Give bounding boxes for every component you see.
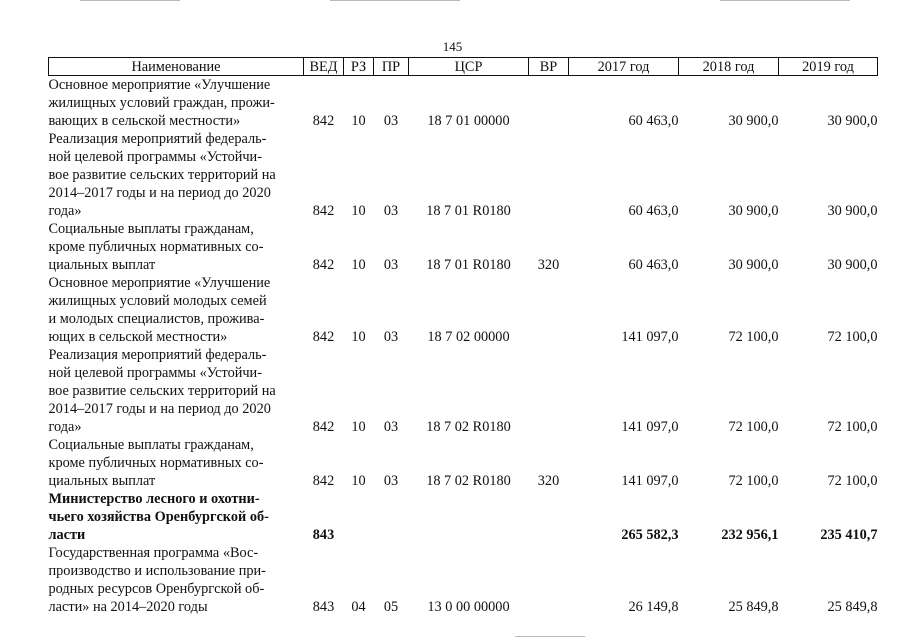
row-name: Социальные выплаты гражданам, кроме публичных нормативных со- циальных выплат xyxy=(48,437,264,489)
row-name: Реализация мероприятий федераль- ной целевой программы «Устойчи- вое развитие сельских территорий на 2014–2017 годы и на период до 2020 года» xyxy=(48,347,276,435)
row-pr: 03 xyxy=(383,473,399,489)
row-2019: 72 100,0 xyxy=(827,419,878,435)
row-2017: 141 097,0 xyxy=(621,419,679,435)
row-vr xyxy=(529,130,569,220)
row-2017: 265 582,3 xyxy=(621,527,679,543)
row-name: Государственная программа «Вос- производство и использование при- родных ресурсов Оренбургской об- ласти» на 2014–2020 годы xyxy=(48,545,266,615)
table-row xyxy=(49,130,878,220)
row-2017: 60 463,0 xyxy=(628,257,679,273)
row-2019: 30 900,0 xyxy=(827,203,878,219)
row-pr: 03 xyxy=(383,419,399,435)
row-2019: 72 100,0 xyxy=(827,473,878,489)
row-2018: 72 100,0 xyxy=(728,473,779,489)
row-rz: 10 xyxy=(351,419,366,435)
row-vr: 320 xyxy=(537,473,560,489)
table-row xyxy=(49,544,878,616)
row-csr: 18 7 02 00000 xyxy=(427,329,510,345)
row-rz: 10 xyxy=(351,257,366,273)
row-pr xyxy=(374,490,409,544)
table-row xyxy=(49,346,878,436)
row-ved: 843 xyxy=(312,527,335,543)
row-vr xyxy=(529,544,569,616)
row-2018: 25 849,8 xyxy=(728,599,779,615)
header-2019: 2019 год xyxy=(779,58,878,76)
row-vr xyxy=(529,76,569,131)
row-2017: 141 097,0 xyxy=(621,329,679,345)
table-header xyxy=(49,58,878,76)
row-vr: 320 xyxy=(537,257,560,273)
table-row xyxy=(49,436,878,490)
header-2018: 2018 год xyxy=(679,58,779,76)
row-2017: 60 463,0 xyxy=(628,113,679,129)
row-2019: 235 410,7 xyxy=(820,527,878,543)
row-rz: 10 xyxy=(351,203,366,219)
row-2017: 26 149,8 xyxy=(628,599,679,615)
row-pr: 03 xyxy=(383,329,399,345)
row-2017: 60 463,0 xyxy=(628,203,679,219)
scan-artifact-line xyxy=(515,636,585,637)
header-vr: ВР xyxy=(529,58,569,76)
row-csr: 18 7 01 R0180 xyxy=(426,257,511,273)
header-name: Наименование xyxy=(49,58,304,76)
header-ved: ВЕД xyxy=(304,58,344,76)
row-name: Социальные выплаты гражданам, кроме публичных нормативных со- циальных выплат xyxy=(48,221,264,273)
scan-artifact-line xyxy=(80,0,180,1)
row-ved: 842 xyxy=(312,473,335,489)
row-rz: 10 xyxy=(351,113,366,129)
row-2019: 25 849,8 xyxy=(827,599,878,615)
row-pr: 03 xyxy=(383,257,399,273)
row-vr xyxy=(529,274,569,346)
row-ved: 842 xyxy=(312,113,335,129)
row-vr xyxy=(529,346,569,436)
row-rz xyxy=(344,490,374,544)
row-ved: 843 xyxy=(312,599,335,615)
table-row xyxy=(49,274,878,346)
row-csr: 18 7 01 R0180 xyxy=(426,203,511,219)
row-2018: 30 900,0 xyxy=(728,113,779,129)
row-name: Министерство лесного и охотни- чьего хозяйства Оренбургской об- ласти xyxy=(48,491,269,543)
row-pr: 03 xyxy=(383,113,399,129)
page-number: 145 xyxy=(442,39,463,54)
row-2019: 30 900,0 xyxy=(827,113,878,129)
row-vr xyxy=(529,490,569,544)
row-2019: 72 100,0 xyxy=(827,329,878,345)
row-csr xyxy=(409,490,529,544)
table-row-ministry xyxy=(49,490,878,544)
row-csr: 18 7 01 00000 xyxy=(427,113,510,129)
row-rz: 10 xyxy=(351,473,366,489)
row-2018: 72 100,0 xyxy=(728,329,779,345)
row-2019: 30 900,0 xyxy=(827,257,878,273)
header-rz: РЗ xyxy=(344,58,374,76)
row-pr: 03 xyxy=(383,203,399,219)
scan-artifact-line xyxy=(330,0,460,1)
row-csr: 18 7 02 R0180 xyxy=(426,419,511,435)
row-csr: 13 0 00 00000 xyxy=(427,599,510,615)
row-pr: 05 xyxy=(383,599,399,615)
row-name: Основное мероприятие «Улучшение жилищных условий граждан, прожи- вающих в сельской местности» xyxy=(48,77,275,129)
table-row xyxy=(49,220,878,274)
row-name: Реализация мероприятий федераль- ной целевой программы «Устойчи- вое развитие сельских территорий на 2014–2017 годы и на период до 2020 года» xyxy=(48,131,276,219)
scan-artifact-line xyxy=(720,0,850,1)
row-csr: 18 7 02 R0180 xyxy=(426,473,511,489)
row-2018: 232 956,1 xyxy=(721,527,779,543)
row-ved: 842 xyxy=(312,329,335,345)
row-rz: 04 xyxy=(351,599,366,615)
budget-table xyxy=(48,57,878,616)
row-name: Основное мероприятие «Улучшение жилищных условий молодых семей и молодых специалистов, прожива- ющих в сельской местности» xyxy=(48,275,271,345)
header-2017: 2017 год xyxy=(569,58,679,76)
header-csr: ЦСР xyxy=(409,58,529,76)
table-row xyxy=(49,76,878,131)
row-2018: 30 900,0 xyxy=(728,203,779,219)
row-2018: 30 900,0 xyxy=(728,257,779,273)
row-ved: 842 xyxy=(312,419,335,435)
row-rz: 10 xyxy=(351,329,366,345)
row-2018: 72 100,0 xyxy=(728,419,779,435)
row-2017: 141 097,0 xyxy=(621,473,679,489)
row-ved: 842 xyxy=(312,203,335,219)
header-pr: ПР xyxy=(374,58,409,76)
row-ved: 842 xyxy=(312,257,335,273)
